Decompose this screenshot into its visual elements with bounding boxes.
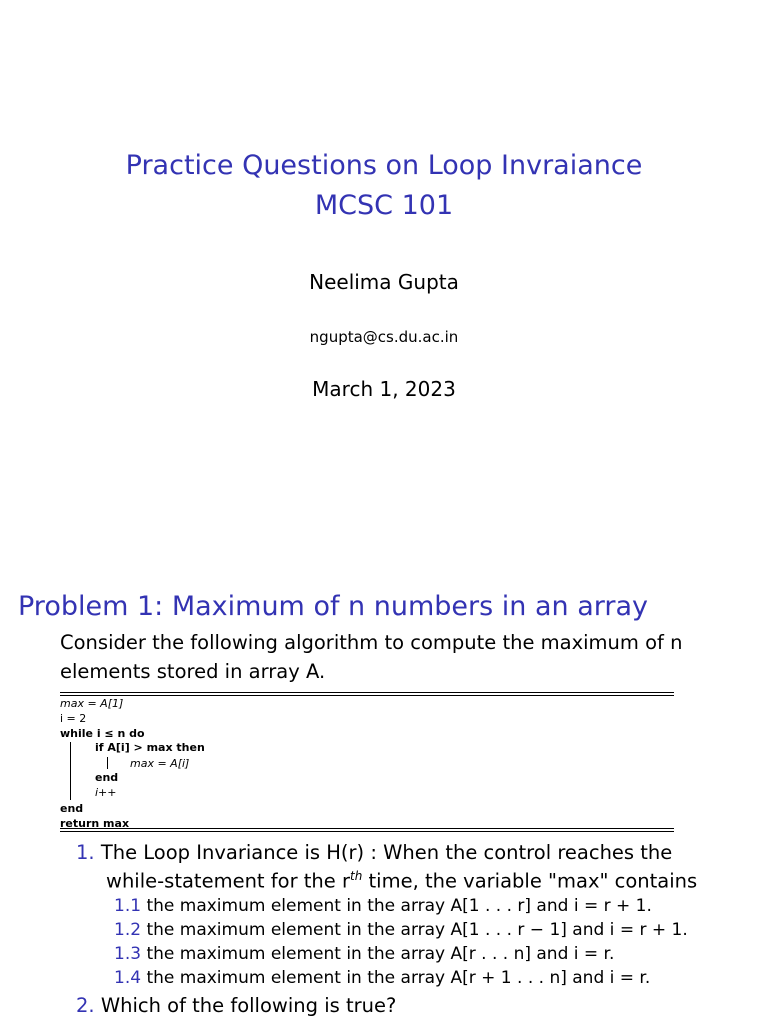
question-number: 1.	[76, 841, 95, 864]
question-2: 2. Which of the following is true?	[76, 994, 397, 1017]
algo-line-4: if A[i] > max then	[95, 741, 205, 754]
algo-line-2: i = 2	[60, 712, 87, 725]
question-1-line2: while-statement for the $r^{th}$ time, the variable "max" contains	[106, 869, 698, 893]
option-1-1: 1.1 the maximum element in the array A[1 . . . r] and i = r + 1.	[114, 896, 652, 916]
algo-line-1: max = A[1]	[60, 697, 124, 710]
if-body-bar	[107, 757, 108, 769]
algo-line-7: i++	[95, 786, 117, 799]
question-1	[76, 841, 672, 864]
option-1-3: 1.3 the maximum element in the array A[r . . . n] and i = r.	[114, 944, 615, 964]
slide-date: March 1, 2023	[312, 377, 456, 401]
algorithm-bottom-rule	[60, 828, 674, 829]
author-name: Neelima Gupta	[309, 270, 459, 294]
question-text: The Loop Invariance is H(r) : When the control reaches the	[100, 841, 673, 864]
algo-line-5: max = A[i]	[130, 757, 190, 770]
slide-title: Practice Questions on Loop Invraiance	[125, 150, 643, 181]
problem-title: Problem 1: Maximum of n numbers in an array	[18, 591, 649, 622]
problem-intro-line2: elements stored in array A.	[60, 660, 326, 683]
algo-line-6: end	[95, 771, 119, 784]
author-email: ngupta@cs.du.ac.in	[309, 328, 459, 346]
option-1-2: 1.2 the maximum element in the array A[1 . . . r − 1] and i = r + 1.	[114, 920, 688, 940]
algorithm-top-rule-2	[60, 695, 674, 696]
algorithm-top-rule	[60, 692, 674, 693]
while-body-bar	[70, 742, 71, 800]
problem-intro-line1: Consider the following algorithm to compute the maximum of n	[60, 631, 683, 654]
option-1-4: 1.4 the maximum element in the array A[r + 1 . . . n] and i = r.	[114, 968, 651, 988]
algo-line-9: return max	[60, 817, 130, 830]
algo-line-3: while i ≤ n do	[60, 727, 145, 740]
course-code: MCSC 101	[314, 190, 454, 221]
algorithm-bottom-rule-2	[60, 831, 674, 832]
algo-line-8: end	[60, 802, 84, 815]
